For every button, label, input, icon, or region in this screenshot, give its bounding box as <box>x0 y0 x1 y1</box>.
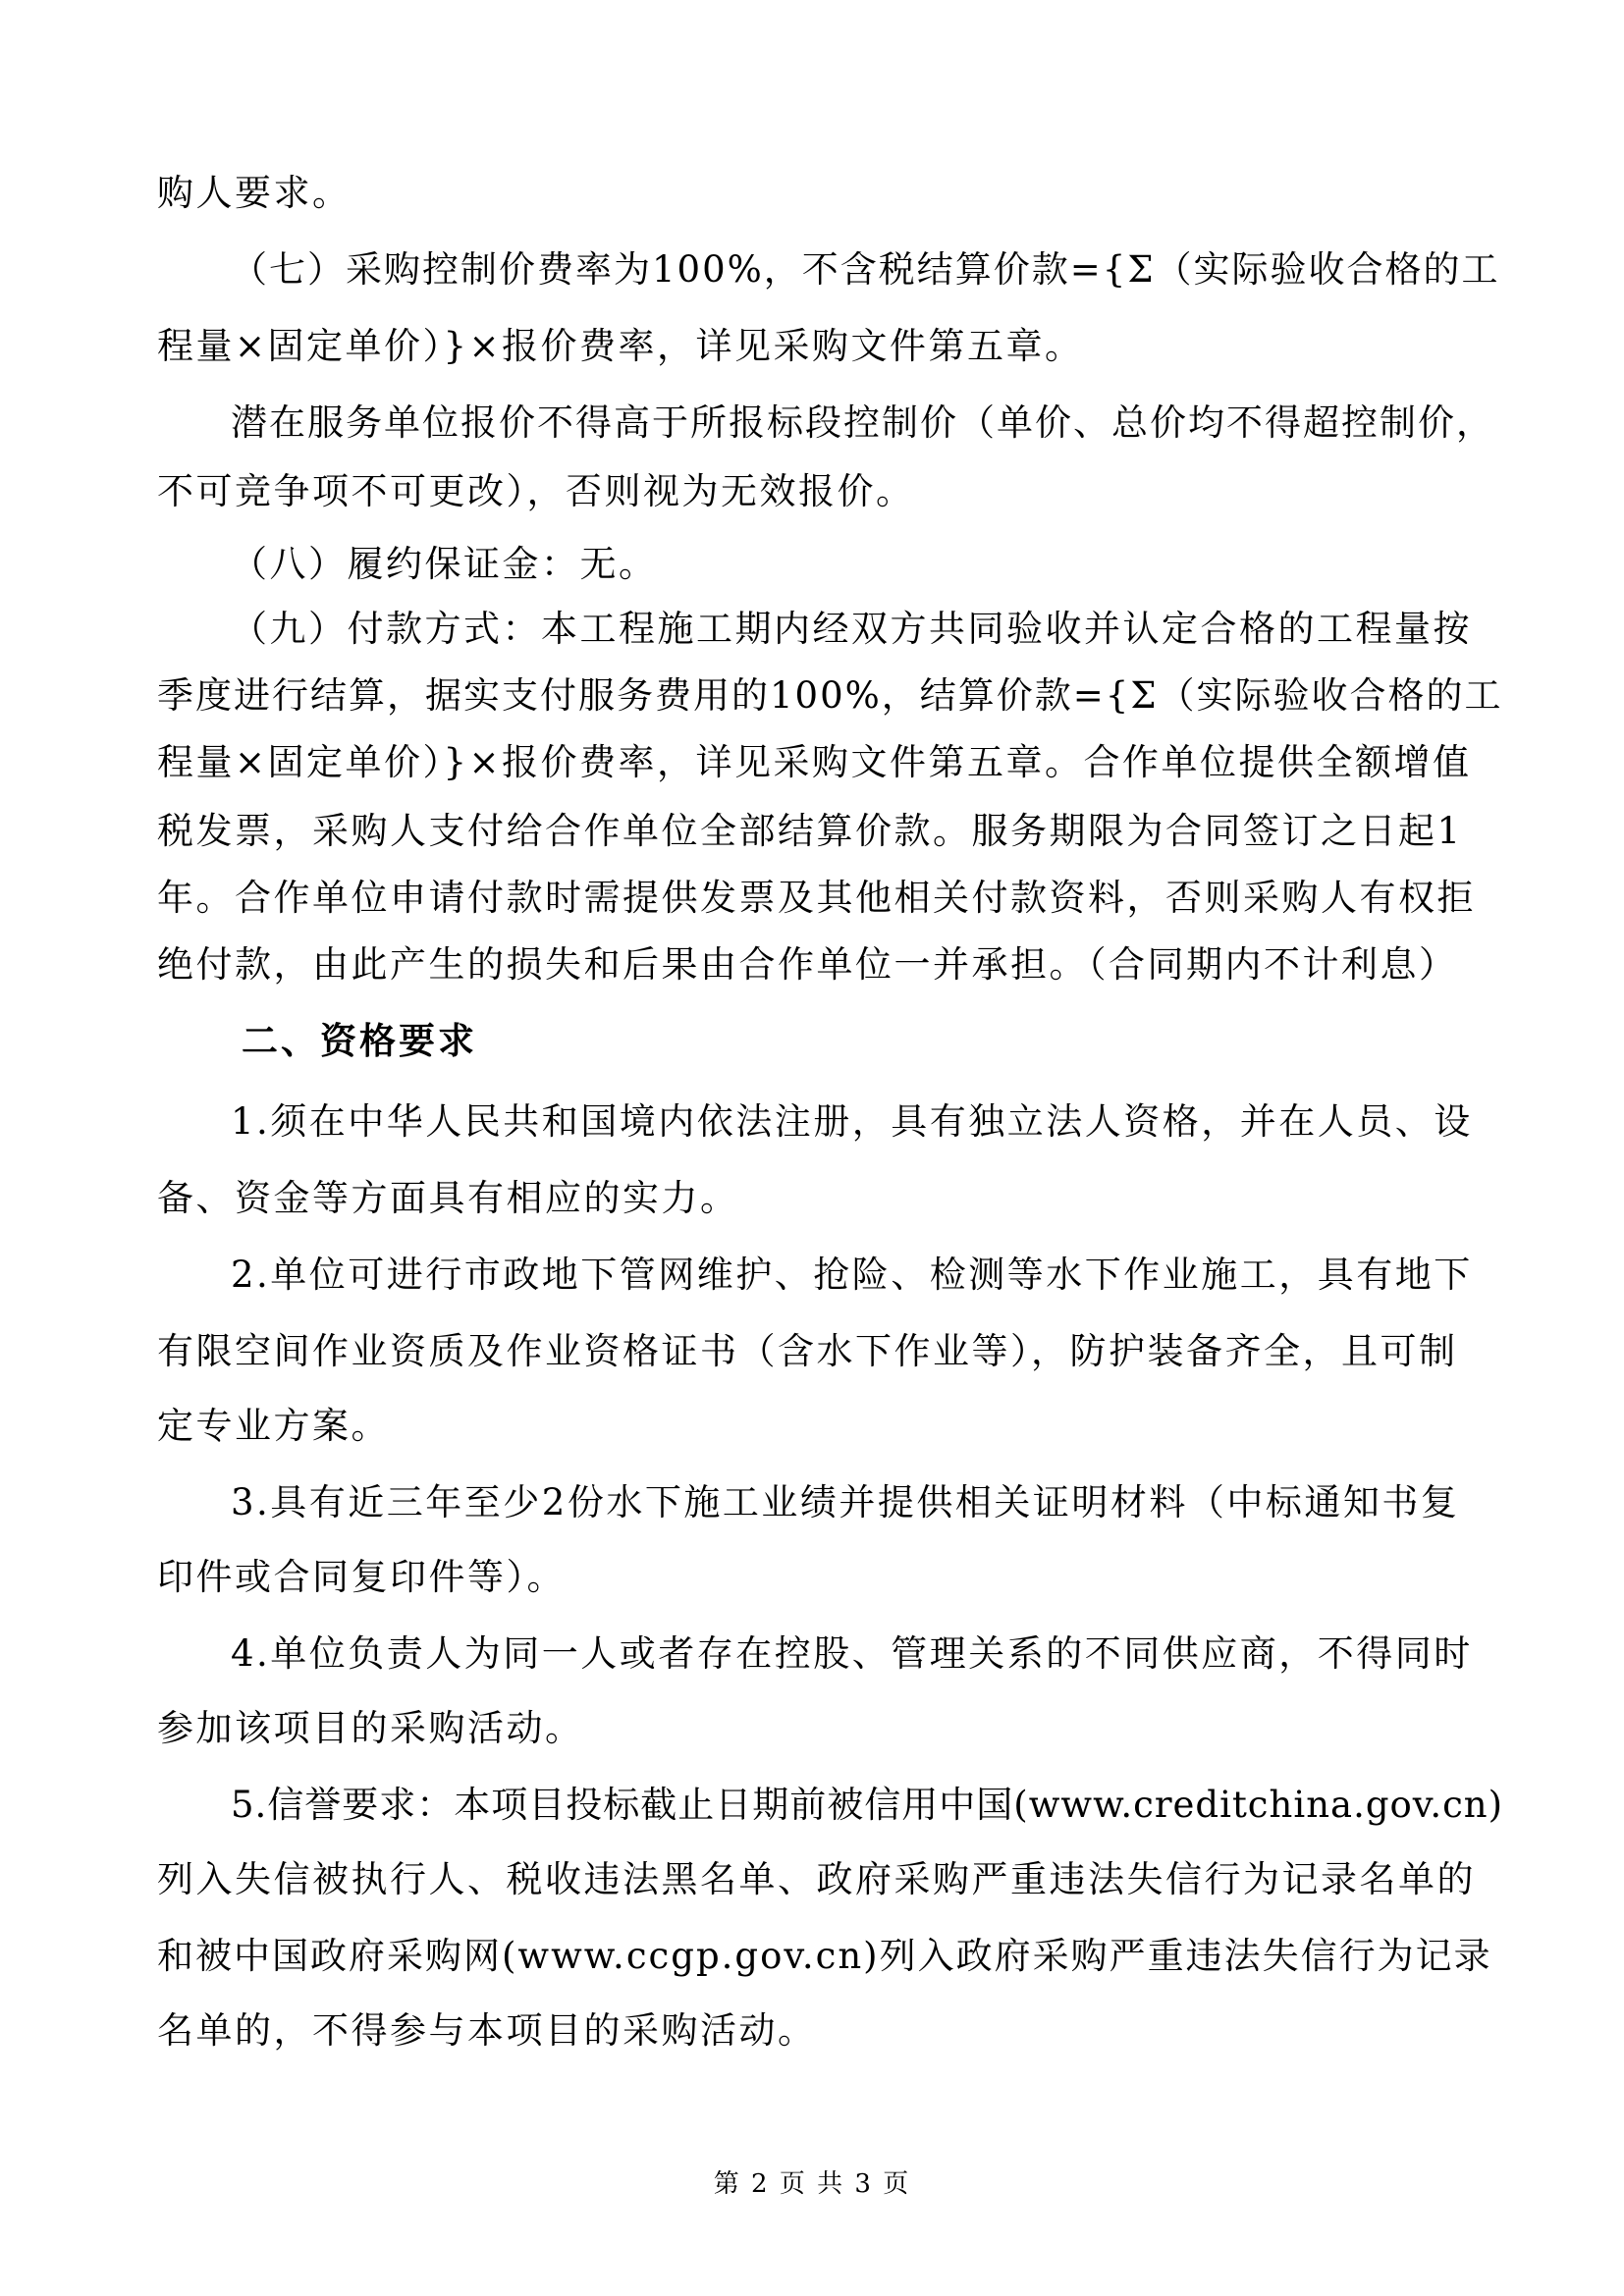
text-line: 有限空间作业资质及作业资格证书（含水下作业等），防护装备齐全，且可制 <box>157 1330 1458 1372</box>
text-line: 季度进行结算，据实支付服务费用的100%，结算价款={Σ（实际验收合格的工 <box>157 674 1503 717</box>
text-line: 参加该项目的采购活动。 <box>157 1707 584 1749</box>
text-line: （七）采购控制价费率为100%，不含税结算价款={Σ（实际验收合格的工 <box>231 248 1500 291</box>
text-line: 1.须在中华人民共和国境内依法注册，具有独立法人资格，并在人员、设 <box>231 1100 1473 1143</box>
text-line: 和被中国政府采购网(www.ccgp.gov.cn)列入政府采购严重违法失信行为记录 <box>157 1935 1492 1977</box>
text-line: 税发票，采购人支付给合作单位全部结算价款。服务期限为合同签订之日起1 <box>157 810 1463 852</box>
text-line: 潜在服务单位报价不得高于所报标段控制价（单价、总价均不得超控制价， <box>231 401 1494 444</box>
text-line: 印件或合同复印件等）。 <box>157 1556 566 1598</box>
text-line: 绝付款，由此产生的损失和后果由合作单位一并承担。（合同期内不计利息） <box>157 943 1458 986</box>
text-line: 购人要求。 <box>157 172 352 214</box>
text-line: 3.具有近三年至少2份水下施工业绩并提供相关证明材料（中标通知书复 <box>231 1481 1460 1523</box>
text-line: 2.单位可进行市政地下管网维护、抢险、检测等水下作业施工，具有地下 <box>231 1254 1473 1296</box>
text-line: 程量×固定单价）}×报价费率，详见采购文件第五章。 <box>157 325 1084 367</box>
text-line: 定专业方案。 <box>157 1405 390 1447</box>
text-line: （九）付款方式：本工程施工期内经双方共同验收并认定合格的工程量按 <box>231 608 1472 650</box>
section-heading: 二、资格要求 <box>242 1019 477 1062</box>
text-line: （八）履约保证金：无。 <box>231 543 658 585</box>
text-line: 年。合作单位申请付款时需提供发票及其他相关付款资料，否则采购人有权拒 <box>157 877 1476 919</box>
text-line: 备、资金等方面具有相应的实力。 <box>157 1177 739 1219</box>
text-line: 不可竞争项不可更改），否则视为无效报价。 <box>157 470 915 512</box>
text-line: 4.单位负责人为同一人或者存在控股、管理关系的不同供应商，不得同时 <box>231 1632 1473 1675</box>
page-number: 第 2 页 共 3 页 <box>713 2169 911 2199</box>
text-line: 名单的，不得参与本项目的采购活动。 <box>157 2009 817 2052</box>
text-line: 列入失信被执行人、税收违法黑名单、政府采购严重违法失信行为记录名单的 <box>157 1858 1476 1900</box>
text-line: 5.信誉要求：本项目投标截止日期前被信用中国(www.creditchina.gov.cn) <box>231 1784 1504 1826</box>
text-line: 程量×固定单价）}×报价费率，详见采购文件第五章。合作单位提供全额增值 <box>157 741 1472 783</box>
